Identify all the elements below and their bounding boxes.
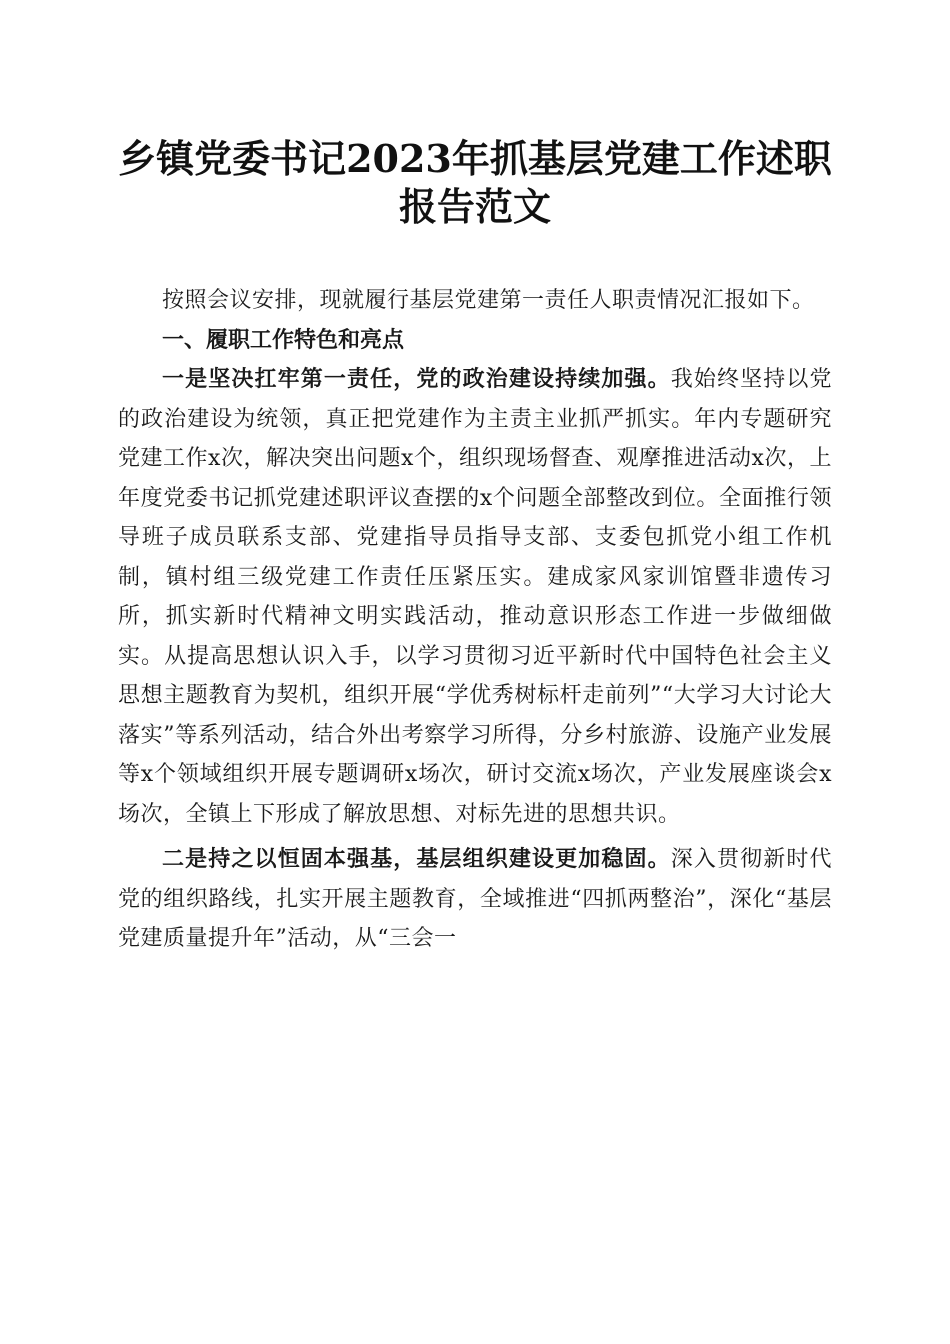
section-heading: 一、履职工作特色和亮点 [162,327,405,353]
body-paragraph-1 [118,360,832,834]
paragraph-text-2: 深入贯彻新时代党的组织路线，扎实开展主题教育，全域推进“四抓两整治”，深化“基层党建质量提升年”活动，从“三会一 [118,847,832,951]
body-paragraph-2 [118,840,832,959]
paragraph-text-1: 我始终坚持以党的政治建设为统领，真正把党建作为主责主业抓严抓实。年内专题研究党建工作x次，解决突出问题x个，组织现场督查、观摩推进活动x次，上年度党委书记抓党建述职评议查摆的x个问题全部整改到位。全面推行领导班子成员联系支部、党建指导员指导支部、支委包抓党小组工作机制，镇村组三级党建工作责任压紧压实。建成家风家训馆暨非遗传习所，抓实新时代精神文明实践活动，推动意识形态工作进一步做细做实。从提高思想认识入手，以学习贯彻习近平新时代中国特色社会主义思想主题教育为契机，组织开展“学优秀树标杆走前列”“大学习大讨论大落实”等系列活动，结合外出考察学习所得，分乡村旅游、设施产业发展等x个领域组织开展专题调研x场次，研讨交流x场次，产业发展座谈会x场次，全镇上下形成了解放思想、对标先进的思想共识。 [118,367,832,827]
paragraph-lead-1: 一是坚决扛牢第一责任，党的政治建设持续加强。 [162,366,671,392]
paragraph-lead-2: 二是持之以恒固本强基，基层组织建设更加稳固。 [162,846,671,872]
intro-paragraph: 按照会议安排，现就履行基层党建第一责任人职责情况汇报如下。 [162,288,815,313]
document-title: 乡镇党委书记2023年抓基层党建工作述职报告范文 [118,136,832,229]
document-body [118,281,832,959]
